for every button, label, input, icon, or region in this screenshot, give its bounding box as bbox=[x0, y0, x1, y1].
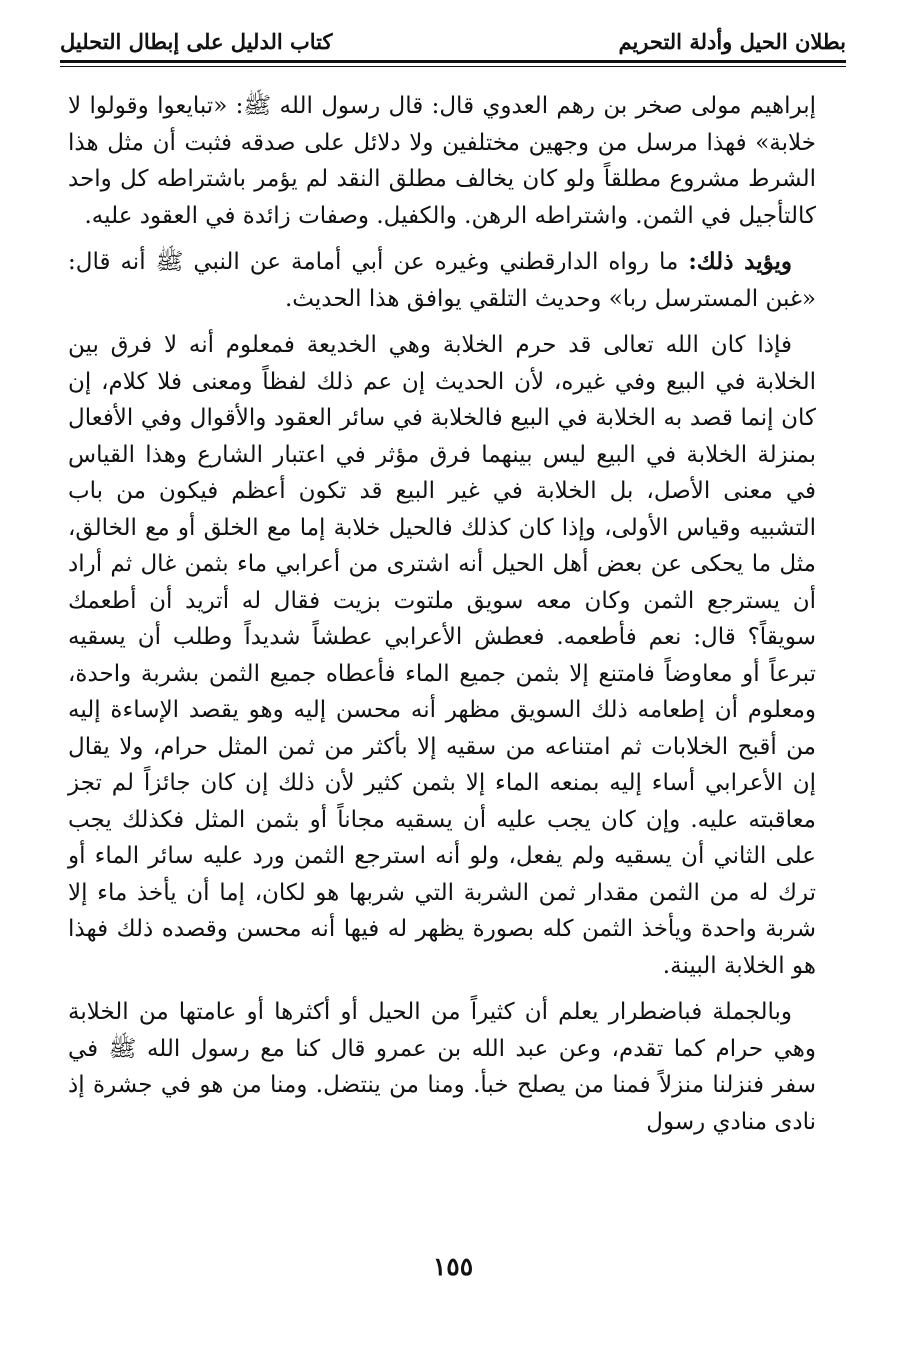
header-left-title: كتاب الدليل على إبطال التحليل bbox=[60, 29, 333, 54]
page-number: ١٥٥ bbox=[432, 1252, 474, 1281]
running-header bbox=[60, 14, 846, 54]
paragraph-3 bbox=[68, 327, 816, 984]
paragraph-4 bbox=[68, 994, 816, 1140]
paragraph-1 bbox=[68, 88, 816, 234]
paragraph-2 bbox=[68, 244, 816, 317]
paragraph-2-lead: ويؤيد ذلك: bbox=[688, 248, 792, 275]
paragraph-3-text: فإذا كان الله تعالى قد حرم الخلابة وهي الخديعة فمعلوم أنه لا فرق بين الخلابة في البيع وفي غيره، لأن الحديث إن عم ذلك لفظاً ومعنى فلا كلام، إن كان إنما قصد به الخلابة في البيع فالخلابة في سائر العقود والأقوال وفي الأفعال بمنزلة الخلابة في البيع ليس بينهما فرق مؤثر في اعتبار الشارع وهذا القياس في معنى الأصل، بل الخلابة في غير البيع قد تكون أعظم فيكون من باب التشبيه وقياس الأولى، وإذا كان كذلك فالحيل خلابة إما مع الخلق أو مع الخالق، مثل ما يحكى عن بعض أهل الحيل أنه اشترى من أعرابي ماء بثمن غال ثم أراد أن يسترجع الثمن وكان معه سويق ملتوت بزيت فقال له أتريد أن أطعمك سويقاً؟ قال: نعم فأطعمه. فعطش الأعرابي عطشاً شديداً وطلب أن يسقيه تبرعاً أو معاوضاً فامتنع إلا بثمن جميع الماء فأعطاه جميع الثمن بشربة واحدة، ومعلوم أن إطعامه ذلك السويق مظهر أنه محسن إليه وهو يقصد الإساءة إليه من أقبح الخلابات ثم امتناعه من سقيه إلا بأكثر من ثمن المثل حرام، ولا يقال إن الأعرابي أساء إليه بمنعه الماء إلا بثمن كثير لأن ذلك إن كان جائزاً لم تجز معاقبته عليه. وإن كان يجب عليه أن يسقيه مجاناً أو بثمن المثل فكذلك يجب على الثاني أن يسقيه ولم يفعل، ولو أنه استرجع الثمن ورد عليه سائر الماء أو ترك له من الثمن مقدار ثمن الشربة التي شربها هو لكان، إما أن يأخذ ماء إلا شربة واحدة ويأخذ الثمن كله بصورة يظهر له فيها أنه محسن وقصده ذلك فهذا هو الخلابة البينة. bbox=[68, 332, 816, 979]
header-rule-thick bbox=[60, 60, 846, 63]
paragraph-1-text: إبراهيم مولى صخر بن رهم العدوي قال: قال رسول الله ﷺ: «تبايعوا وقولوا لا خلابة» فهذا مرسل من وجهين مختلفين ولا دلائل على صدقه فثبت أن مثل هذا الشرط مشروع مطلقاً ولو كان يخالف مطلق النقد لم يؤمر باشتراطه كل واحد كالتأجيل في الثمن. واشتراطه الرهن. والكفيل. وصفات زائدة في العقود عليه. bbox=[68, 93, 816, 229]
paragraph-2-text: ما رواه الدارقطني وغيره عن أبي أمامة عن النبي ﷺ أنه قال: «غبن المسترسل ربا» وحديث التلقي يوافق هذا الحديث. bbox=[68, 249, 816, 312]
paragraph-4-text: وبالجملة فباضطرار يعلم أن كثيراً من الحيل أو أكثرها أو عامتها من الخلابة وهي حرام كما تقدم، وعن عبد الله بن عمرو قال كنا مع رسول الله ﷺ في سفر فنزلنا منزلاً فمنا من يصلح خبأ. ومنا من ينتضل. ومنا من هو في جشرة إذ نادى منادي رسول bbox=[68, 999, 816, 1135]
header-rule-thin bbox=[60, 66, 846, 67]
body-text bbox=[68, 88, 816, 1150]
header-right-title: بطلان الحيل وأدلة التحريم bbox=[618, 29, 846, 54]
